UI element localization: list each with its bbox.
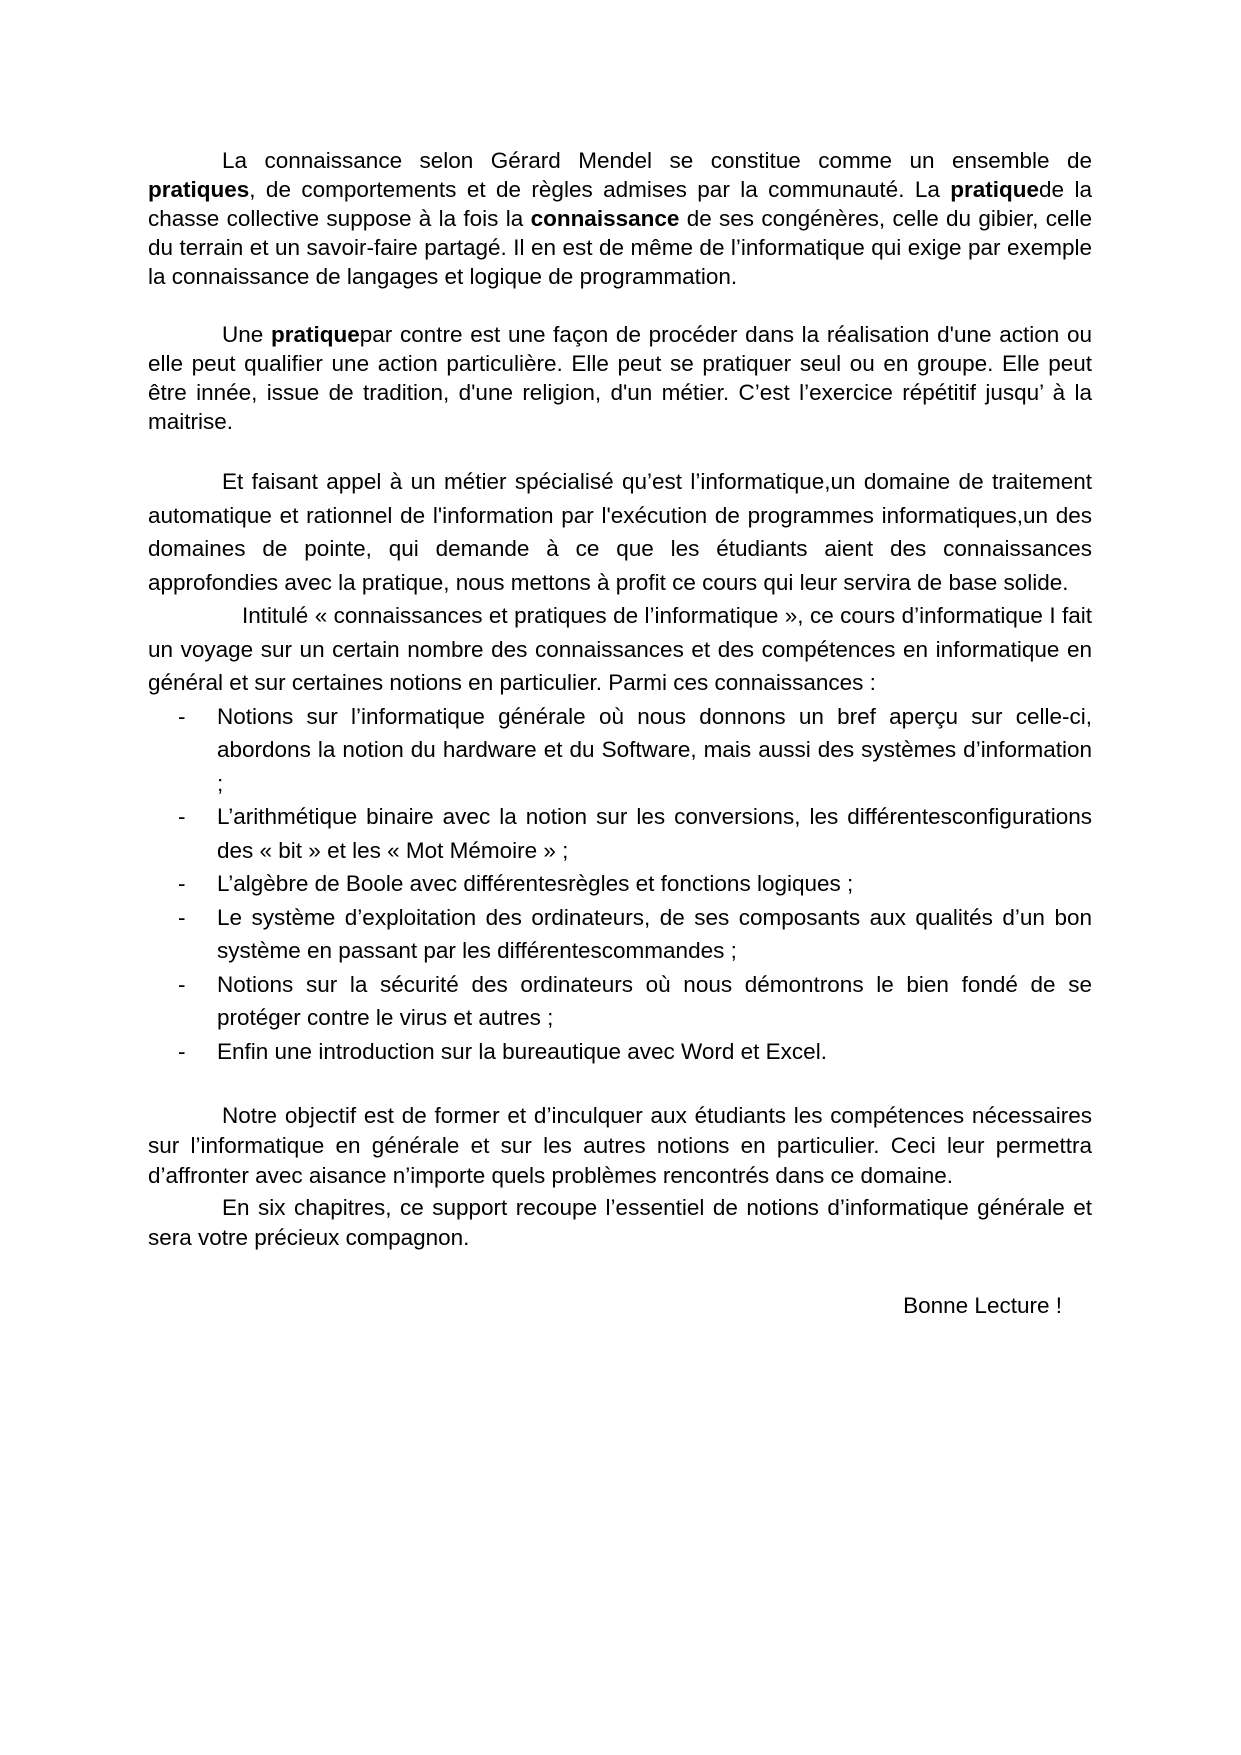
- paragraph-chapters: En six chapitres, ce support recoupe l’essentiel de notions d’informatique générale et sera votre précieux compagnon.: [148, 1195, 1092, 1250]
- list-dash: -: [178, 971, 186, 997]
- list-item: [148, 901, 1092, 968]
- paragraph-knowledge-text-3: de la chasse collective suppose à la fois la: [148, 177, 1092, 231]
- bold-term-connaissance: connaissance: [530, 206, 680, 231]
- list-item-text: Le système d’exploitation des ordinateurs, de ses composants aux qualités d’un bon système en passant par les différentescommandes ;: [217, 904, 1092, 963]
- list-item: [148, 1035, 1092, 1069]
- bold-term-pratiques: pratiques: [148, 177, 250, 202]
- bold-term-pratique-2: pratique: [270, 322, 360, 347]
- list-dash: -: [178, 804, 186, 829]
- paragraph-objective: Notre objectif est de former et d’inculquer aux étudiants les compétences nécessaires sur l’informatique en générale et sur les autres notions en particulier. Ceci leur permettra d’affronter avec aisance n’importe quels problèmes rencontrés dans ce domaine.: [148, 1103, 1092, 1188]
- bold-term-pratique: pratique: [950, 177, 1040, 202]
- paragraph-course-title: Intitulé « connaissances et pratiques de l’informatique », ce cours d’informatique I fait un voyage sur un certain nombre des connaissances et des compétences en informatique en général et sur certaines notions en particulier. Parmi ces connaissances :: [148, 603, 1092, 695]
- list-item-text: Enfin une introduction sur la bureautique avec Word et Excel.: [217, 1038, 827, 1064]
- list-dash: -: [178, 1038, 186, 1064]
- paragraph-computing: Et faisant appel à un métier spécialisé qu’est l’informatique,un domaine de traitement automatique et rationnel de l'information par l'exécution de programmes informatiques,un des domaines de pointe, qui demande à ce que les étudiants aient des connaissances approfondies avec la pratique, nous mettons à profit ce cours qui leur servira de base solide.: [148, 469, 1092, 595]
- list-item: [148, 800, 1092, 867]
- paragraph-practice: [148, 320, 1092, 436]
- list-dash: -: [178, 703, 186, 729]
- list-dash: -: [178, 871, 186, 896]
- list-item-text: L’algèbre de Boole avec différentesrègles et fonctions logiques ;: [217, 871, 854, 896]
- paragraph-knowledge-text-1: La connaissance selon Gérard Mendel se constitue comme un ensemble de: [222, 148, 1092, 173]
- paragraph-knowledge-text-4: de ses congénères, celle du gibier, celle du terrain et un savoir-faire partagé. Il en est de même de l’informatique qui exige par exemple la connaissance de langages et logique de programmation.: [148, 206, 1092, 289]
- list-item: [148, 700, 1092, 801]
- list-dash: -: [178, 904, 186, 930]
- paragraph-knowledge: [148, 146, 1092, 291]
- document-page: [148, 146, 1092, 1321]
- list-item-text: L’arithmétique binaire avec la notion sur les conversions, les différentesconfigurations des « bit » et les « Mot Mémoire » ;: [217, 804, 1092, 863]
- list-item: [148, 867, 1092, 901]
- paragraph-practice-text-1: Une: [222, 322, 271, 347]
- list-item-text: Notions sur l’informatique générale où nous donnons un bref aperçu sur celle-ci, abordons la notion du hardware et du Software, mais aussi des systèmes d’information ;: [217, 703, 1092, 796]
- paragraph-practice-text-2: par contre est une façon de procéder dans la réalisation d'une action ou elle peut qualifier une action particulière. Elle peut se pratiquer seul ou en groupe. Elle peut être innée, issue de tradition, d'une religion, d'un métier. C’est l’exercice répétitif jusqu’ à la maitrise.: [148, 322, 1092, 434]
- paragraph-knowledge-text-2: , de comportements et de règles admises par la communauté. La: [249, 177, 951, 202]
- list-item-text: Notions sur la sécurité des ordinateurs où nous démontrons le bien fondé de se protéger contre le virus et autres ;: [217, 971, 1092, 1030]
- list-item: [148, 968, 1092, 1035]
- topics-list: [148, 700, 1092, 1069]
- closing-line: Bonne Lecture !: [903, 1293, 1062, 1318]
